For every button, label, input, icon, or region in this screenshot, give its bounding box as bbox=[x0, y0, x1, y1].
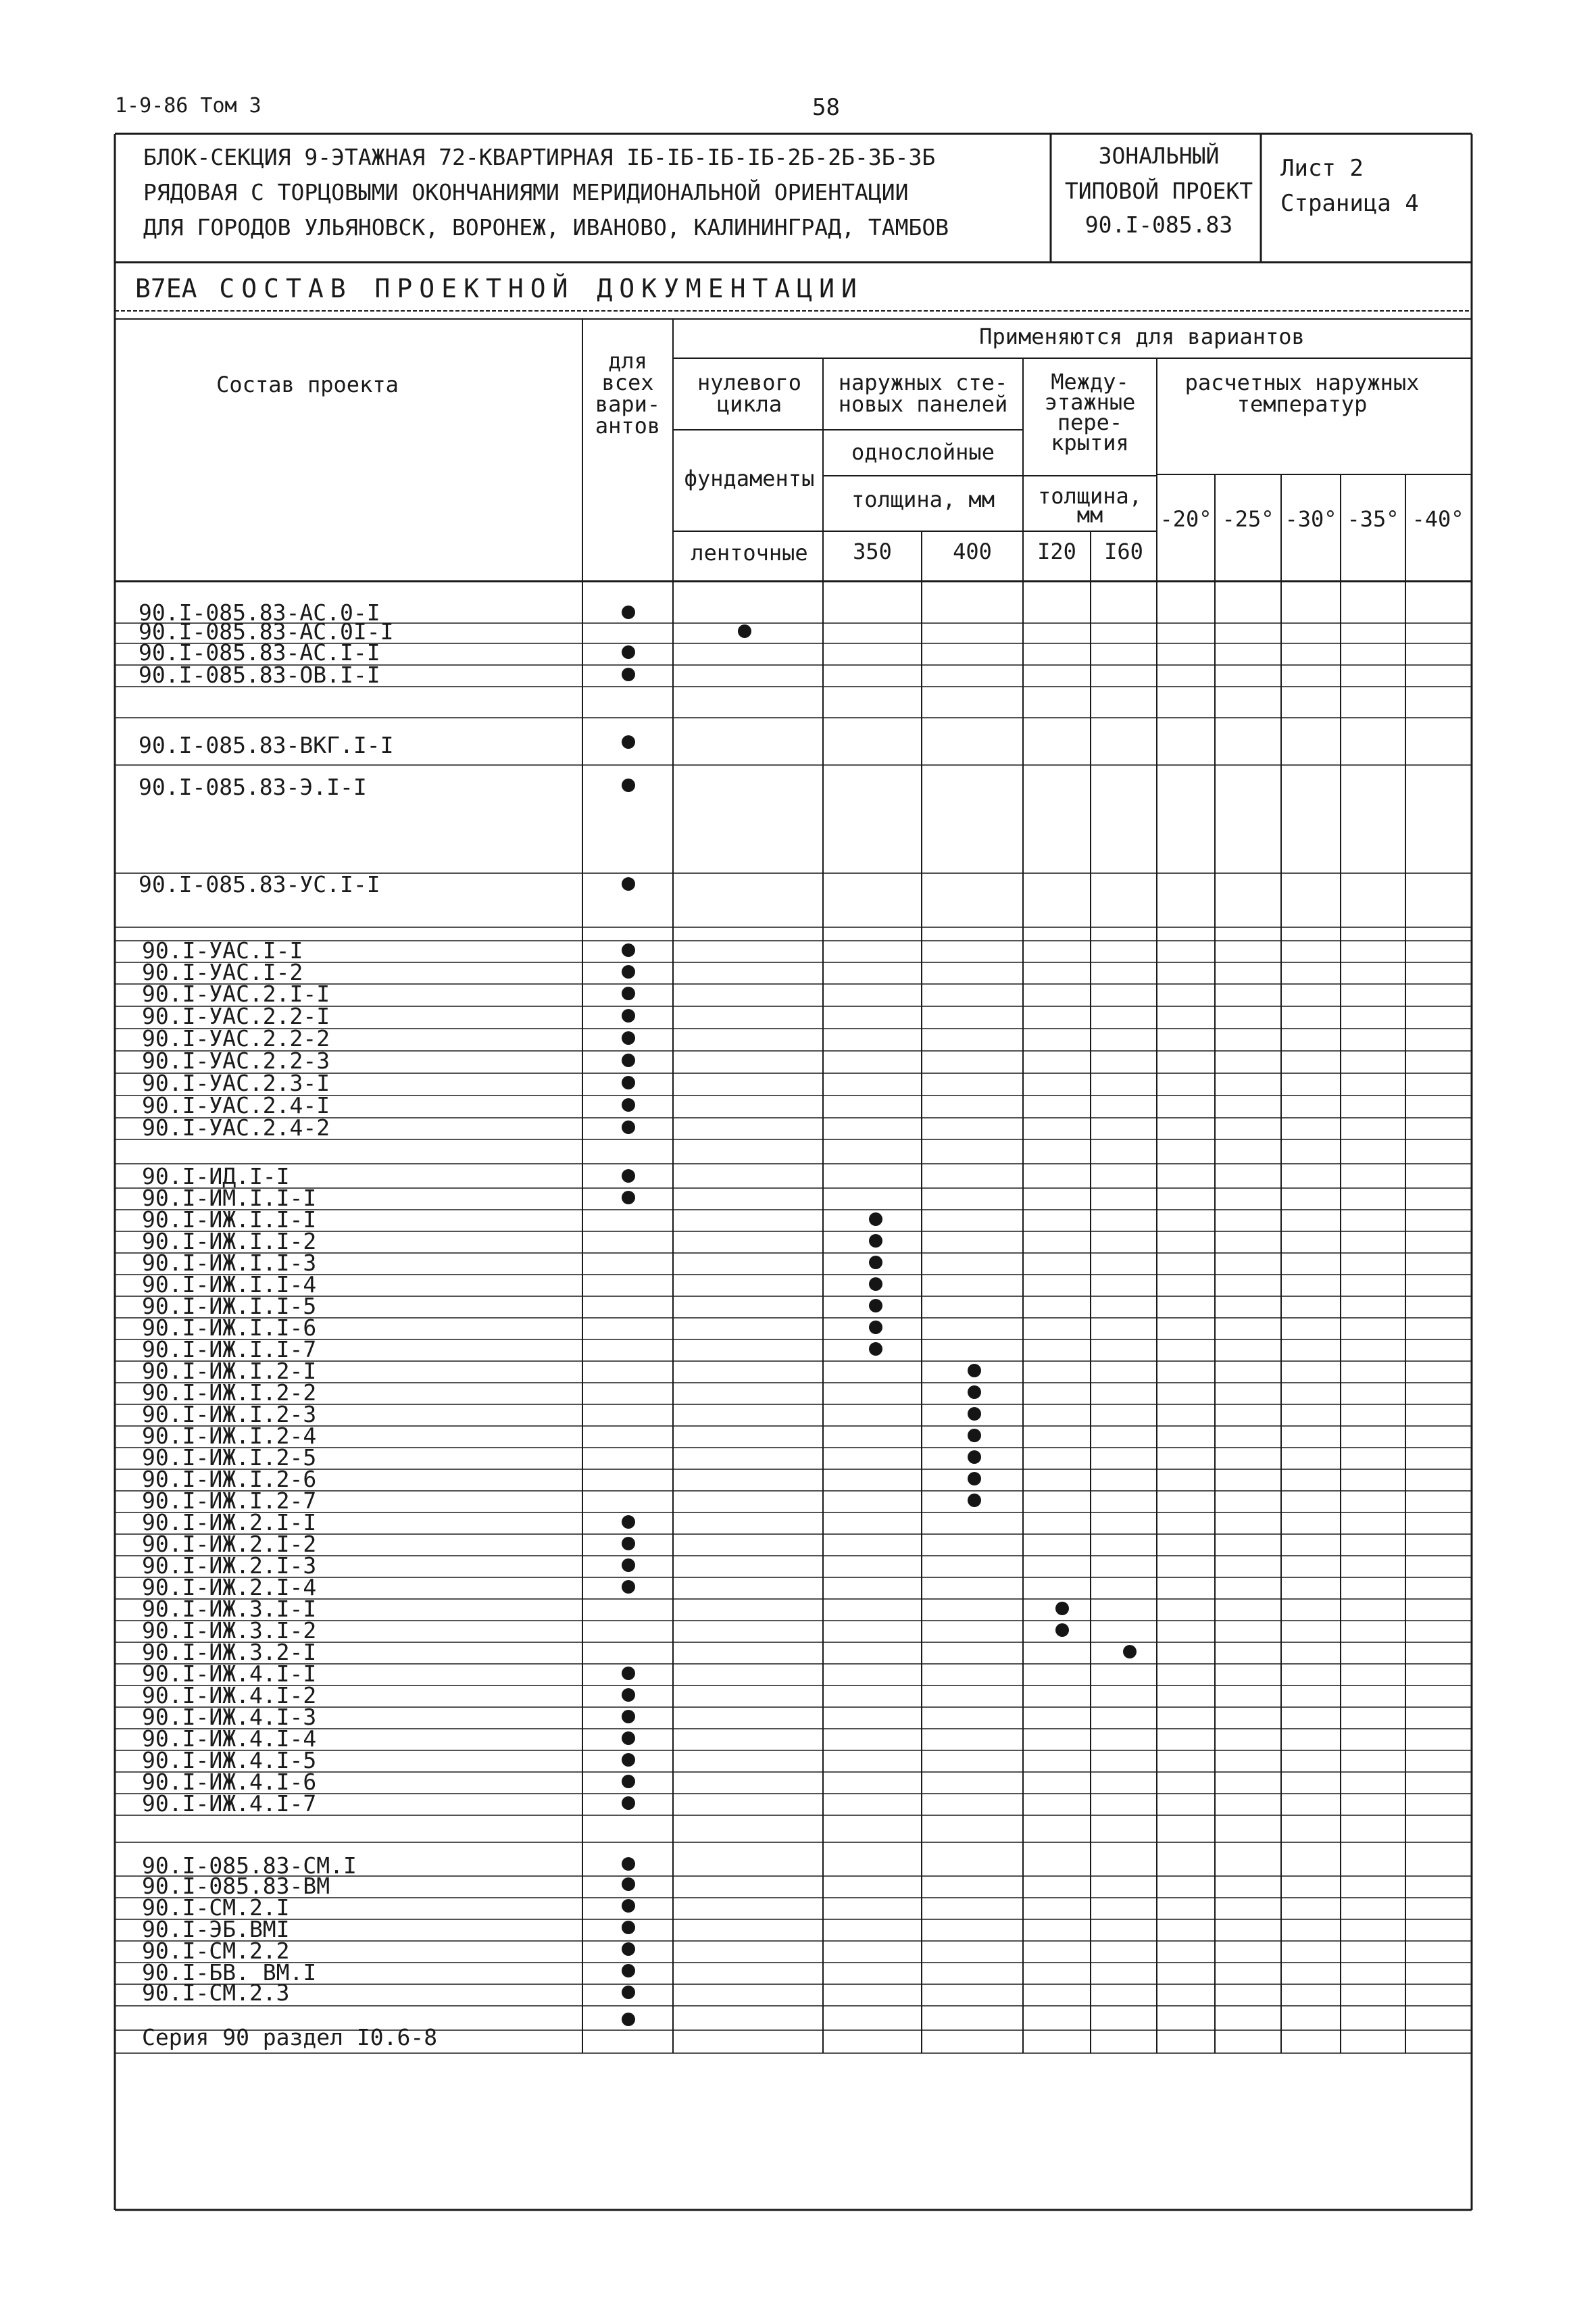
document-code: Серия 90 раздел I0.6-8 bbox=[142, 2024, 438, 2050]
document-code: 90.I-УАС.2.4-I bbox=[142, 1092, 330, 1118]
document-code: 90.I-ИЖ.2.I-3 bbox=[142, 1552, 317, 1579]
header-temp-25: -25° bbox=[1222, 506, 1274, 532]
project-type-line-2: ТИПОВОЙ ПРОЕКТ bbox=[1064, 178, 1253, 204]
applicability-dot bbox=[622, 1857, 635, 1871]
header-floors-3: пере- bbox=[1057, 410, 1123, 435]
section-code: В7ЕА bbox=[135, 274, 197, 303]
header-temp-40: -40° bbox=[1412, 506, 1464, 532]
document-code: 90.I-ИЖ.I.I-6 bbox=[142, 1314, 317, 1341]
applicability-dot bbox=[622, 877, 635, 891]
applicability-dot bbox=[968, 1429, 981, 1442]
header-temp-30: -30° bbox=[1285, 506, 1337, 532]
header-all-variants-1: для bbox=[608, 348, 647, 374]
document-code: 90.I-085.83-ВКГ.I-I bbox=[139, 732, 394, 758]
document-code: 90.I-ИЖ.2.I-2 bbox=[142, 1531, 317, 1557]
applicability-dot bbox=[622, 606, 635, 619]
header-400: 400 bbox=[953, 539, 992, 564]
applicability-dot bbox=[622, 1191, 635, 1204]
applicability-dot bbox=[622, 1076, 635, 1089]
document-code: 90.I-УАС.2.2-2 bbox=[142, 1025, 330, 1052]
applicability-dot bbox=[968, 1450, 981, 1464]
header-zero-cycle bbox=[676, 372, 823, 415]
header-temp-35: -35° bbox=[1347, 506, 1399, 532]
applicability-dot bbox=[968, 1385, 981, 1399]
applicability-dot bbox=[622, 1098, 635, 1112]
applicability-dot bbox=[968, 1472, 981, 1485]
document-code: 90.I-ИЖ.I.I-I bbox=[142, 1206, 317, 1233]
header-zero-cycle-1: нулевого bbox=[697, 370, 802, 395]
document-code: 90.I-БВ. ВМ.I bbox=[142, 1959, 317, 1986]
header-120: I20 bbox=[1037, 539, 1076, 564]
document-code: 90.I-ИЖ.I.I-3 bbox=[142, 1250, 317, 1276]
document-code: 90.I-ИЖ.I.I-2 bbox=[142, 1228, 317, 1254]
header-temperatures-1: расчетных наружных bbox=[1184, 370, 1420, 395]
applicability-dot bbox=[622, 965, 635, 979]
applicability-dot bbox=[622, 1986, 635, 1999]
header-applied-for: Применяются для вариантов bbox=[979, 324, 1305, 349]
page-number: 58 bbox=[812, 94, 840, 121]
sheet-label: Лист 2 bbox=[1280, 155, 1364, 182]
header-all-variants-2: всех bbox=[601, 370, 654, 395]
applicability-dot bbox=[968, 1494, 981, 1507]
header-all-variants-4: антов bbox=[595, 413, 661, 439]
applicability-dot bbox=[869, 1342, 882, 1356]
document-code: 90.I-УАС.2.4-2 bbox=[142, 1114, 330, 1141]
document-code: 90.I-ИЖ.I.2-I bbox=[142, 1358, 317, 1384]
document-code: 90.I-УАС.2.I-I bbox=[142, 981, 330, 1007]
section-title-text: СОСТАВ ПРОЕКТНОЙ ДОКУМЕНТАЦИИ bbox=[219, 274, 864, 303]
applicability-dot bbox=[622, 987, 635, 1000]
document-code: 90.I-ИЖ.I.2-6 bbox=[142, 1466, 317, 1492]
document-series-label: 1-9-86 Том 3 bbox=[115, 94, 261, 118]
applicability-dot bbox=[622, 1731, 635, 1745]
header-temperatures-2: температур bbox=[1237, 391, 1368, 417]
applicability-dot bbox=[622, 1710, 635, 1723]
header-thickness: толщина, мм bbox=[851, 487, 995, 512]
document-code: 90.I-ИЖ.4.I-5 bbox=[142, 1747, 317, 1773]
applicability-dot bbox=[622, 1667, 635, 1680]
header-160: I60 bbox=[1104, 539, 1143, 564]
header-floor-thickness bbox=[1023, 483, 1157, 528]
document-code: 90.I-ИЖ.I.2-3 bbox=[142, 1401, 317, 1427]
document-code: 90.I-085.83-Э.I-I bbox=[139, 774, 367, 800]
header-foundations: фундаменты bbox=[684, 466, 815, 491]
document-code: 90.I-085.83-АС.0-I bbox=[139, 599, 380, 626]
applicability-dot bbox=[622, 1121, 635, 1134]
header-all-variants bbox=[582, 350, 673, 437]
page-label: Страница 4 bbox=[1280, 190, 1419, 217]
document-code: 90.I-УАС.2.3-I bbox=[142, 1070, 330, 1096]
applicability-dot bbox=[622, 1054, 635, 1067]
applicability-dot bbox=[622, 1899, 635, 1913]
applicability-dot bbox=[1123, 1645, 1137, 1658]
document-code: 90.I-ИЖ.3.I-2 bbox=[142, 1617, 317, 1644]
header-350: 350 bbox=[853, 539, 892, 564]
document-code: 90.I-ИЖ.4.I-7 bbox=[142, 1790, 317, 1817]
applicability-dot bbox=[968, 1407, 981, 1421]
document-code: 90.I-ИЖ.I.I-5 bbox=[142, 1293, 317, 1319]
document-code: 90.I-ИЖ.I.2-7 bbox=[142, 1487, 317, 1514]
header-floor-thickness-2: мм bbox=[1076, 502, 1103, 528]
applicability-dot bbox=[622, 943, 635, 957]
applicability-dot bbox=[622, 1775, 635, 1788]
applicability-dot bbox=[622, 1515, 635, 1529]
document-code: 90.I-ИЖ.I.2-5 bbox=[142, 1444, 317, 1471]
applicability-dot bbox=[622, 779, 635, 792]
document-code: 90.I-ИЖ.4.I-3 bbox=[142, 1704, 317, 1730]
applicability-dot bbox=[738, 624, 751, 638]
applicability-dot bbox=[622, 1964, 635, 1977]
header-strip: ленточные bbox=[691, 540, 808, 566]
document-code: 90.I-СМ.2.2 bbox=[142, 1938, 290, 1964]
header-floors-4: крытия bbox=[1051, 430, 1129, 456]
applicability-dot bbox=[622, 2013, 635, 2026]
header-temperatures bbox=[1157, 372, 1447, 415]
header-floors-1: Между- bbox=[1051, 369, 1129, 395]
document-code: 90.I-УАС.I-2 bbox=[142, 959, 303, 985]
document-code: 90.I-ИД.I-I bbox=[142, 1163, 290, 1189]
applicability-dot bbox=[869, 1256, 882, 1269]
applicability-dot bbox=[622, 668, 635, 681]
document-code: 90.I-ИЖ.4.I-6 bbox=[142, 1769, 317, 1795]
title-line-2: РЯДОВАЯ С ТОРЦОВЫМИ ОКОНЧАНИЯМИ МЕРИДИОНАЛЬНОЙ ОРИЕНТАЦИИ bbox=[143, 179, 909, 205]
title-line-3: ДЛЯ ГОРОДОВ УЛЬЯНОВСК, ВОРОНЕЖ, ИВАНОВО, КАЛИНИНГРАД, ТАМБОВ bbox=[143, 214, 949, 241]
document-code: 90.I-085.83-УС.I-I bbox=[139, 871, 380, 897]
applicability-dot bbox=[869, 1212, 882, 1226]
document-code: 90.I-085.83-АС.I-I bbox=[139, 639, 380, 666]
applicability-dot bbox=[869, 1277, 882, 1291]
document-code: 90.I-085.83-АС.0I-I bbox=[139, 618, 394, 645]
applicability-dot bbox=[622, 1877, 635, 1891]
document-code: 90.I-ИЖ.4.I-4 bbox=[142, 1725, 317, 1752]
applicability-dot bbox=[869, 1299, 882, 1312]
document-code: 90.I-085.83-ВМ bbox=[142, 1873, 330, 1899]
header-outer-walls-2: новых панелей bbox=[838, 391, 1008, 417]
applicability-dot bbox=[622, 645, 635, 659]
document-code: 90.I-ИЖ.I.I-7 bbox=[142, 1336, 317, 1362]
applicability-dot bbox=[1055, 1602, 1069, 1615]
applicability-dot bbox=[869, 1321, 882, 1334]
header-zero-cycle-2: цикла bbox=[716, 391, 782, 417]
document-code: 90.I-ИЖ.3.2-I bbox=[142, 1639, 317, 1665]
applicability-dot bbox=[622, 1031, 635, 1045]
header-composition: Состав проекта bbox=[216, 372, 399, 397]
header-outer-walls-1: наружных сте- bbox=[838, 370, 1008, 395]
document-code: 90.I-085.83-ОВ.I-I bbox=[139, 662, 380, 688]
document-code: 90.I-ИЖ.3.I-I bbox=[142, 1596, 317, 1622]
applicability-dot bbox=[1055, 1623, 1069, 1637]
applicability-dot bbox=[869, 1234, 882, 1248]
document-code: 90.I-ИМ.I.I-I bbox=[142, 1185, 317, 1211]
document-code: 90.I-ИЖ.2.I-4 bbox=[142, 1574, 317, 1600]
applicability-dot bbox=[622, 1921, 635, 1934]
applicability-dot bbox=[622, 1558, 635, 1572]
header-single-layer: однослойные bbox=[851, 439, 995, 465]
document-code: 90.I-СМ.2.I bbox=[142, 1894, 290, 1921]
project-code: 90.I-085.83 bbox=[1084, 212, 1233, 238]
applicability-dot bbox=[968, 1364, 981, 1377]
document-code: 90.I-ИЖ.I.I-4 bbox=[142, 1271, 317, 1298]
header-floors-2: этажные bbox=[1044, 389, 1136, 415]
document-code: 90.I-УАС.2.2-I bbox=[142, 1003, 330, 1029]
document-code: 90.I-ИЖ.I.2-4 bbox=[142, 1423, 317, 1449]
header-floor-thickness-1: толщина, bbox=[1037, 483, 1143, 509]
header-floors bbox=[1023, 369, 1157, 456]
document-code: 90.I-085.83-СМ.I bbox=[142, 1852, 357, 1879]
applicability-dot bbox=[622, 1796, 635, 1810]
header-outer-walls bbox=[823, 372, 1023, 415]
applicability-dot bbox=[622, 1753, 635, 1767]
document-code: 90.I-ИЖ.2.I-I bbox=[142, 1509, 317, 1535]
document-code: 90.I-СМ.2.3 bbox=[142, 1979, 290, 2006]
document-code: 90.I-УАС.I-I bbox=[142, 937, 303, 964]
document-code: 90.I-ЭБ.ВМI bbox=[142, 1916, 290, 1942]
document-code: 90.I-ИЖ.I.2-2 bbox=[142, 1379, 317, 1406]
applicability-dot bbox=[622, 1688, 635, 1702]
applicability-dot bbox=[622, 1537, 635, 1550]
header-temp-20: -20° bbox=[1159, 506, 1212, 532]
applicability-dot bbox=[622, 1169, 635, 1183]
applicability-dot bbox=[622, 735, 635, 749]
document-code: 90.I-ИЖ.4.I-I bbox=[142, 1660, 317, 1687]
header-all-variants-3: вари- bbox=[595, 391, 661, 417]
document-code: 90.I-ИЖ.4.I-2 bbox=[142, 1682, 317, 1708]
applicability-dot bbox=[622, 1580, 635, 1594]
document-code: 90.I-УАС.2.2-3 bbox=[142, 1048, 330, 1074]
applicability-dot bbox=[622, 1009, 635, 1023]
applicability-dot bbox=[622, 1942, 635, 1956]
project-type-line-1: ЗОНАЛЬНЫЙ bbox=[1098, 143, 1220, 169]
title-line-1: БЛОК-СЕКЦИЯ 9-ЭТАЖНАЯ 72-КВАРТИРНАЯ IБ-IБ-IБ-IБ-2Б-2Б-3Б-3Б bbox=[143, 144, 936, 170]
